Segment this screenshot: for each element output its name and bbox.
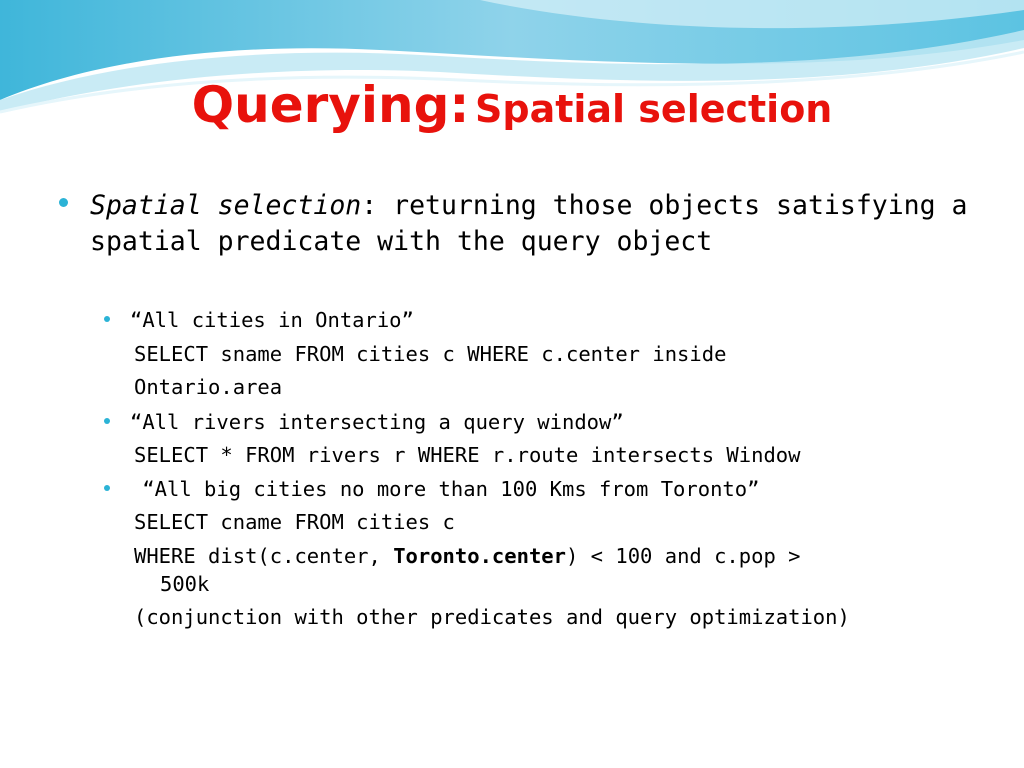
intro-term: Spatial selection <box>90 190 362 221</box>
query-bold-text: Toronto.center <box>393 544 566 568</box>
query-line: SELECT sname FROM cities c WHERE c.center inside <box>134 342 727 366</box>
query-line: SELECT * FROM rivers r WHERE r.route intersects Window <box>134 443 801 467</box>
intro-definition: : returning those objects satisfying a spatial predicate with the query object <box>90 190 968 257</box>
bullet-icon <box>104 418 110 424</box>
query-line: SELECT cname FROM cities c <box>134 510 455 534</box>
query-text: ) < 100 and c.pop > <box>565 544 801 568</box>
bullet-icon <box>104 485 110 491</box>
example-label: “All cities in Ontario” <box>130 308 414 332</box>
bullet-icon <box>104 316 110 322</box>
example-label: “All rivers intersecting a query window” <box>130 410 624 434</box>
example-label: “All big cities no more than 100 Kms from Toronto” <box>130 477 760 501</box>
query-note: (conjunction with other predicates and query optimization) <box>134 605 850 629</box>
query-line: 500k <box>160 572 210 596</box>
query-line <box>134 542 800 570</box>
query-text: WHERE dist(c.center, <box>134 544 394 568</box>
query-line: Ontario.area <box>134 375 283 399</box>
title-main: Querying: <box>191 76 470 134</box>
intro-paragraph <box>90 188 990 260</box>
title-sub: Spatial selection <box>475 87 833 131</box>
bullet-icon <box>59 198 68 207</box>
